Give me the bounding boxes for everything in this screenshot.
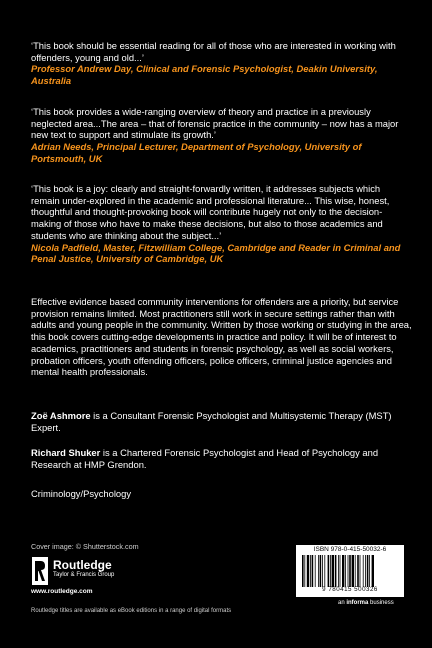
isbn-label: ISBN 978-0-415-50032-6 xyxy=(313,546,387,553)
barcode-icon xyxy=(300,555,400,587)
ebook-note: Routledge titles are available as eBook editions in a range of digital formats xyxy=(31,608,232,614)
subject-category: Criminology/Psychology xyxy=(31,488,132,499)
publisher-name: Routledge xyxy=(53,558,112,572)
review-3 xyxy=(31,183,409,265)
review-1 xyxy=(31,40,409,87)
informa-brand: informa xyxy=(346,600,369,606)
author-name: Richard Shuker xyxy=(31,447,101,458)
publisher-logo xyxy=(31,557,151,597)
author-description: is a Consultant Forensic Psychologist and Multisystemic Therapy (MST) Expert. xyxy=(31,410,392,433)
informa-business-mark: an informa business xyxy=(338,600,394,606)
publisher-url: www.routledge.com xyxy=(31,588,93,595)
author-description: is a Chartered Forensic Psychologist and Head of Psychology and Research at HMP Grendon. xyxy=(31,447,379,470)
review-attribution: Professor Andrew Day, Clinical and Forensic Psychologist, Deakin University, Australia xyxy=(31,63,378,87)
book-description: Effective evidence based community interventions for offenders are a priority, but service provision remains limited. Most practitioners still work in secure settings rather than with adults and young people in the community. Written by those working or studying in the area, this book covers cutting-edge developments in practice and policy. It will be of interest to academics, practitioners and students in forensic psychology, as well as social workers, probation officers, youth offending officers, police officers, criminal justice agencies and mental health professionals. xyxy=(31,296,412,378)
review-2 xyxy=(31,106,409,165)
isbn-barcode-box xyxy=(296,545,404,597)
review-attribution: Adrian Needs, Principal Lecturer, Department of Psychology, University of Portsmouth, UK xyxy=(31,141,362,164)
routledge-r-icon xyxy=(31,557,49,585)
review-quote: ‘This book is a joy: clearly and straight-forwardly written, it addresses subjects which remain under-explored in the academic and professional literature... This wise, honest, thoughtful and thought-provoking book will contribute hugely not only to the decision-making of those who have to make these decisions, but also to those academics and students who are thinking about the subject...’ xyxy=(31,183,390,241)
review-quote: ‘This book should be essential reading for all of those who are interested in working with offenders, young and old...’ xyxy=(31,40,396,63)
review-quote: ‘This book provides a wide-ranging overview of theory and practice in a previously neglected area...The area – that of forensic practice in the community – now has a major new text to support and stimulate its growth.’ xyxy=(31,106,399,141)
cover-image-credit: Cover image: © Shutterstock.com xyxy=(31,542,139,551)
author-bio-1 xyxy=(31,410,411,433)
review-attribution: Nicola Padfield, Master, Fitzwilliam College, Cambridge and Reader in Criminal and Penal Justice, University of Cambridge, UK xyxy=(31,241,401,265)
isbn-digits: 9 780415 500326 xyxy=(322,586,378,593)
author-name: Zoë Ashmore xyxy=(31,410,91,421)
author-bio-2 xyxy=(31,447,411,470)
publisher-group: Taylor & Francis Group xyxy=(53,572,115,578)
